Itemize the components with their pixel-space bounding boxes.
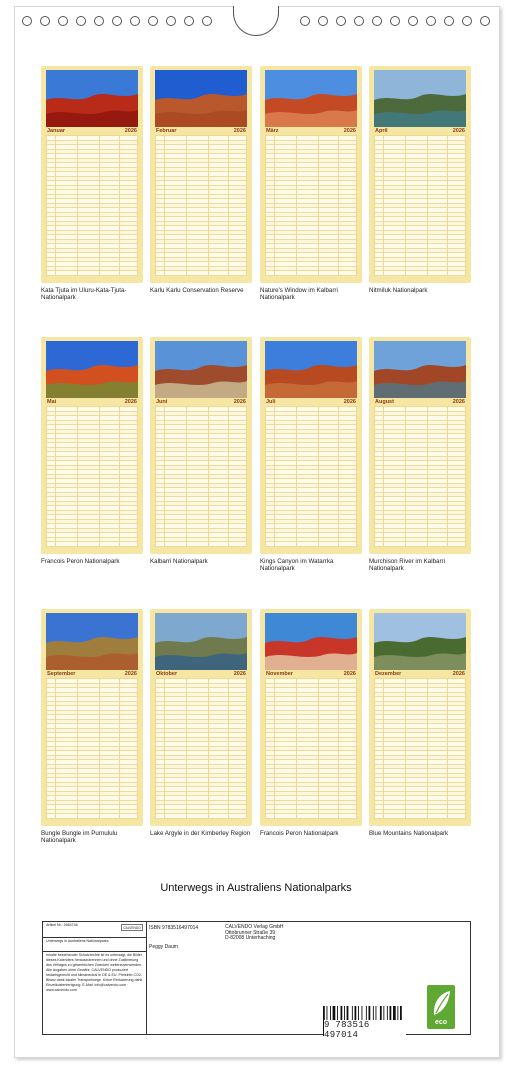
planner-column-line bbox=[427, 679, 428, 818]
planner-row bbox=[156, 814, 246, 819]
planner-row bbox=[375, 271, 465, 276]
planner-column-line bbox=[55, 679, 56, 818]
month-frame bbox=[260, 609, 362, 826]
month-name: April bbox=[375, 128, 388, 134]
month-year: 2026 bbox=[124, 399, 137, 405]
photo-caption: Francois Peron Nationalpark bbox=[41, 558, 120, 565]
isbn-block bbox=[149, 925, 224, 951]
month-name: Juli bbox=[266, 399, 276, 405]
month-name: Oktober bbox=[156, 671, 178, 677]
planner-column-line bbox=[427, 136, 428, 275]
binding-hole bbox=[184, 16, 194, 26]
month-block bbox=[369, 66, 471, 294]
binding-hole bbox=[408, 16, 418, 26]
planner-column-line bbox=[338, 679, 339, 818]
photo-caption: Lake Argyle in der Kimberley Region bbox=[150, 830, 251, 837]
planner-column-line bbox=[296, 679, 297, 818]
planner-column-line bbox=[296, 136, 297, 275]
month-block bbox=[260, 609, 362, 837]
planner-row bbox=[266, 271, 356, 276]
month-photo bbox=[46, 70, 138, 127]
planner-column-line bbox=[383, 407, 384, 546]
month-block bbox=[150, 66, 252, 294]
month-block bbox=[41, 337, 143, 565]
photo-caption: Blue Mountains Nationalpark bbox=[369, 830, 449, 837]
binding-hole bbox=[76, 16, 86, 26]
month-name: Juni bbox=[156, 399, 168, 405]
planner-grid bbox=[155, 678, 247, 819]
month-name: Dezember bbox=[375, 671, 402, 677]
eco-badge bbox=[427, 985, 455, 1029]
photo-caption: Murchison River im Kalbarri Nationalpark bbox=[369, 558, 445, 572]
month-header bbox=[374, 398, 466, 406]
month-photo bbox=[374, 70, 466, 127]
binding-hole bbox=[426, 16, 436, 26]
planner-column-line bbox=[338, 407, 339, 546]
planner-column-line bbox=[55, 407, 56, 546]
planner-row bbox=[47, 814, 137, 819]
month-name: September bbox=[47, 671, 76, 677]
planner-grid bbox=[374, 406, 466, 547]
month-year: 2026 bbox=[452, 399, 465, 405]
month-header bbox=[155, 670, 247, 678]
planner-column-line bbox=[77, 679, 78, 818]
month-header bbox=[46, 127, 138, 135]
planner-column-line bbox=[405, 407, 406, 546]
binding-hole bbox=[444, 16, 454, 26]
publisher-line: Ottobrunner Straße 39 bbox=[225, 929, 276, 936]
planner-column-line bbox=[447, 407, 448, 546]
planner-column-line bbox=[318, 407, 319, 546]
planner-row bbox=[266, 542, 356, 547]
calvendo-logo: CALVENDO bbox=[121, 924, 143, 931]
planner-column-line bbox=[274, 407, 275, 546]
planner-column-line bbox=[405, 679, 406, 818]
binding-hole bbox=[40, 16, 50, 26]
month-photo bbox=[265, 613, 357, 670]
photo-caption: Kata Tjuta im Uluru-Kata-Tjuta-Nationalpark bbox=[41, 287, 127, 301]
month-frame bbox=[150, 337, 252, 554]
month-year: 2026 bbox=[343, 128, 356, 134]
planner-row bbox=[47, 271, 137, 276]
planner-grid bbox=[374, 135, 466, 276]
month-frame bbox=[260, 337, 362, 554]
month-frame bbox=[369, 66, 471, 283]
photo-caption: Kings Canyon im Watarrka Nationalpark bbox=[260, 558, 334, 572]
planner-column-line bbox=[186, 679, 187, 818]
binding-hole bbox=[166, 16, 176, 26]
binding-hole bbox=[480, 16, 490, 26]
planner-grid bbox=[155, 135, 247, 276]
leaf-icon bbox=[427, 987, 455, 1021]
planner-column-line bbox=[186, 407, 187, 546]
month-header bbox=[374, 127, 466, 135]
binding-hole bbox=[112, 16, 122, 26]
month-block bbox=[150, 337, 252, 565]
month-header bbox=[46, 670, 138, 678]
barcode-number: 9 783516 497014 bbox=[324, 1020, 406, 1040]
author-name: Peggy Daum bbox=[149, 944, 178, 950]
month-photo bbox=[155, 70, 247, 127]
photo-caption: Bungle Bungle im Purnululu Nationalpark bbox=[41, 830, 118, 844]
binding-hole bbox=[130, 16, 140, 26]
month-year: 2026 bbox=[343, 671, 356, 677]
planner-column-line bbox=[274, 679, 275, 818]
binding-hole bbox=[94, 16, 104, 26]
month-header bbox=[265, 127, 357, 135]
imprint-box bbox=[42, 921, 471, 1035]
planner-column-line bbox=[77, 407, 78, 546]
planner-row bbox=[375, 542, 465, 547]
photo-caption: Karlu Karlu Conservation Reserve bbox=[150, 287, 244, 294]
planner-row bbox=[266, 814, 356, 819]
planner-column-line bbox=[296, 407, 297, 546]
month-photo bbox=[155, 613, 247, 670]
month-name: August bbox=[375, 399, 394, 405]
month-block bbox=[150, 609, 252, 837]
photo-caption: Francois Peron Nationalpark bbox=[260, 830, 339, 837]
article-row bbox=[43, 922, 146, 938]
planner-grid bbox=[46, 406, 138, 547]
binding-hole bbox=[58, 16, 68, 26]
planner-column-line bbox=[119, 679, 120, 818]
planner-grid bbox=[46, 135, 138, 276]
month-header bbox=[265, 670, 357, 678]
binding-hole bbox=[148, 16, 158, 26]
month-name: Januar bbox=[47, 128, 66, 134]
month-year: 2026 bbox=[124, 128, 137, 134]
planner-grid bbox=[46, 678, 138, 819]
month-header bbox=[46, 398, 138, 406]
month-block bbox=[41, 609, 143, 844]
planner-row bbox=[156, 542, 246, 547]
planner-column-line bbox=[228, 407, 229, 546]
photo-caption: Kalbarri Nationalpark bbox=[150, 558, 208, 565]
month-year: 2026 bbox=[233, 128, 246, 134]
month-photo bbox=[265, 70, 357, 127]
publisher-block bbox=[225, 925, 325, 942]
planner-grid bbox=[155, 406, 247, 547]
month-year: 2026 bbox=[452, 128, 465, 134]
planner-row bbox=[47, 542, 137, 547]
planner-column-line bbox=[274, 136, 275, 275]
binding-hole bbox=[300, 16, 310, 26]
planner-column-line bbox=[383, 679, 384, 818]
planner-grid bbox=[374, 678, 466, 819]
planner-column-line bbox=[164, 407, 165, 546]
legal-text: Inhalte bestehender Schutzrechte ist es untersagt, die Bilder dieses Kalenders herauszutrennen und ohne Zustimmung des Verlages zu gewerblichen Zwecken weiterzuverwenden. Alle Angaben ohne Gewähr. CALVENDO produziert bedarfsgerecht und klimaneutral in DE & EU. Preisinfo CO2-Bilanz dank lokaler Transportwege. Keine Reduzierung dank Einzelkostenfertigung. E-Mail: info@calvendo.com · www.calvendo.com bbox=[46, 953, 143, 992]
planner-column-line bbox=[119, 407, 120, 546]
planner-grid bbox=[265, 678, 357, 819]
planner-column-line bbox=[55, 136, 56, 275]
binding-hole bbox=[22, 16, 32, 26]
binding-hole bbox=[372, 16, 382, 26]
month-photo bbox=[374, 341, 466, 398]
month-frame bbox=[41, 337, 143, 554]
month-frame bbox=[41, 609, 143, 826]
planner-grid bbox=[265, 135, 357, 276]
month-header bbox=[374, 670, 466, 678]
planner-column-line bbox=[405, 136, 406, 275]
month-name: März bbox=[266, 128, 279, 134]
planner-column-line bbox=[99, 679, 100, 818]
planner-column-line bbox=[447, 136, 448, 275]
eco-label: eco bbox=[434, 1019, 448, 1026]
month-header bbox=[265, 398, 357, 406]
article-number: 2664746 bbox=[63, 923, 78, 927]
planner-column-line bbox=[77, 136, 78, 275]
planner-column-line bbox=[208, 136, 209, 275]
planner-column-line bbox=[318, 679, 319, 818]
month-photo bbox=[374, 613, 466, 670]
month-frame bbox=[41, 66, 143, 283]
month-year: 2026 bbox=[233, 399, 246, 405]
month-block bbox=[369, 609, 471, 837]
month-name: November bbox=[266, 671, 293, 677]
month-block bbox=[369, 337, 471, 572]
calendar-title: Unterwegs in Australiens Nationalparks bbox=[160, 882, 352, 894]
planner-column-line bbox=[228, 136, 229, 275]
binding-hole bbox=[318, 16, 328, 26]
planner-column-line bbox=[164, 679, 165, 818]
planner-column-line bbox=[338, 136, 339, 275]
publisher-line: D-82008 Unterhaching bbox=[225, 935, 276, 941]
month-frame bbox=[150, 609, 252, 826]
month-block bbox=[41, 66, 143, 301]
month-frame bbox=[369, 337, 471, 554]
planner-column-line bbox=[186, 136, 187, 275]
month-photo bbox=[46, 341, 138, 398]
planner-column-line bbox=[427, 407, 428, 546]
imprint-left-panel bbox=[43, 922, 147, 1034]
short-title: Unterwegs in Australiens Nationalparks bbox=[43, 938, 146, 952]
planner-grid bbox=[265, 406, 357, 547]
month-header bbox=[155, 398, 247, 406]
planner-column-line bbox=[99, 136, 100, 275]
planner-row bbox=[156, 271, 246, 276]
month-year: 2026 bbox=[452, 671, 465, 677]
photo-caption: Nature's Window im Kalbarri Nationalpark bbox=[260, 287, 338, 301]
month-photo bbox=[265, 341, 357, 398]
month-name: Februar bbox=[156, 128, 177, 134]
publisher-line: CALVENDO Verlag GmbH bbox=[225, 924, 284, 930]
binding-hole bbox=[354, 16, 364, 26]
isbn-label: ISBN 9783516497014 bbox=[149, 925, 199, 931]
month-photo bbox=[46, 613, 138, 670]
month-block bbox=[260, 66, 362, 301]
planner-row bbox=[375, 814, 465, 819]
binding-hole bbox=[390, 16, 400, 26]
month-block bbox=[260, 337, 362, 572]
month-year: 2026 bbox=[124, 671, 137, 677]
binding-hole bbox=[202, 16, 212, 26]
month-year: 2026 bbox=[233, 671, 246, 677]
month-frame bbox=[369, 609, 471, 826]
month-header bbox=[155, 127, 247, 135]
planner-column-line bbox=[208, 407, 209, 546]
month-year: 2026 bbox=[343, 399, 356, 405]
article-label: Artikel Nr.: bbox=[46, 923, 63, 927]
planner-column-line bbox=[318, 136, 319, 275]
photo-caption: Nitmiluk Nationalpark bbox=[369, 287, 428, 294]
planner-column-line bbox=[208, 679, 209, 818]
month-name: Mai bbox=[47, 399, 57, 405]
month-frame bbox=[150, 66, 252, 283]
planner-column-line bbox=[447, 679, 448, 818]
binding-hole bbox=[336, 16, 346, 26]
planner-column-line bbox=[383, 136, 384, 275]
binding-hole bbox=[462, 16, 472, 26]
planner-column-line bbox=[119, 136, 120, 275]
planner-column-line bbox=[228, 679, 229, 818]
planner-column-line bbox=[99, 407, 100, 546]
planner-column-line bbox=[164, 136, 165, 275]
month-frame bbox=[260, 66, 362, 283]
month-photo bbox=[155, 341, 247, 398]
